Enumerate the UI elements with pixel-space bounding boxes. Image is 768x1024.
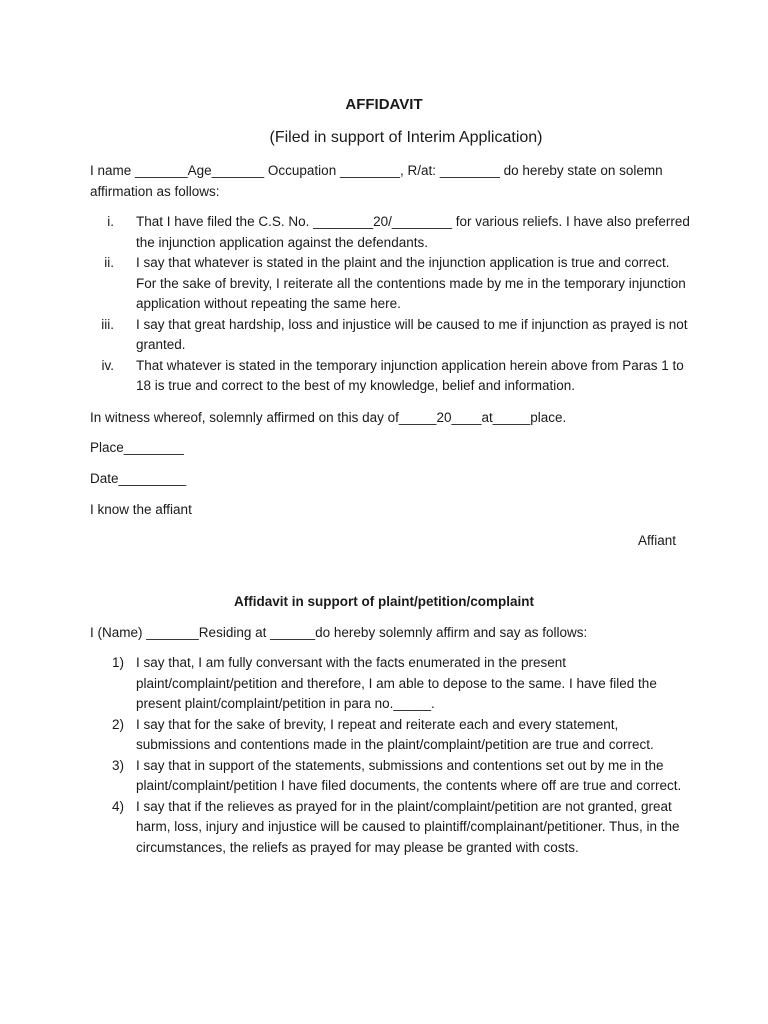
list-item	[90, 797, 690, 859]
witness-line: In witness whereof, solemnly affirmed on this day of_____20____at_____place.	[90, 410, 567, 425]
list-item-text: I say that in support of the statements, submissions and contentions set out by me in the plaint/complaint/petition I have filed documents, the contents where off are true and correct.	[136, 757, 682, 793]
list-item-text: I say that whatever is stated in the plaint and the injunction application is true and correct. For the sake of brevity, I reiterate all the contentions made by me in the temporary injunction application without repeating the same here.	[136, 255, 686, 311]
list-item-text: That whatever is stated in the temporary injunction application herein above from Paras 1 to 18 is true and correct to the best of my knowledge, belief and information.	[136, 357, 684, 393]
list-item	[90, 756, 690, 797]
list-marker: 4)	[111, 798, 124, 814]
affiant-signature-label: Affiant	[637, 533, 676, 548]
list-marker: i.	[107, 214, 114, 229]
list-item-text: I say that if the relieves as prayed for in the plaint/complaint/petition are not granted, great harm, loss, injury and injustice will be caused to plaintiff/complainant/petitioner. Thus, in the circumstances, the reliefs as prayed for may please be granted with costs.	[136, 798, 680, 855]
list-item-text: That I have filed the C.S. No. ________20/________ for various reliefs. I have also preferred the injunction application against the defendants.	[136, 214, 690, 250]
affidavit-title: AFFIDAVIT	[345, 96, 423, 113]
list-item	[90, 253, 690, 315]
affidavit-subtitle: (Filed in support of Interim Application)	[269, 129, 543, 146]
list-item	[90, 356, 690, 397]
date-line: Date_________	[90, 471, 187, 486]
plaint-affidavit-intro: I (Name) _______Residing at ______do hereby solemnly affirm and say as follows:	[90, 625, 588, 640]
list-marker: iii.	[101, 316, 114, 332]
list-item-text: I say that great hardship, loss and injustice will be caused to me if injunction as prayed is not granted.	[136, 316, 688, 352]
list-item	[90, 653, 690, 715]
affidavit-intro: I name _______Age_______ Occupation ________, R/at: ________ do hereby state on solemn affirmation as follows:	[90, 163, 663, 199]
list-item	[90, 315, 690, 356]
plaint-affidavit-heading: Affidavit in support of plaint/petition/complaint	[234, 594, 534, 609]
list-marker: 1)	[111, 655, 124, 670]
list-marker: iv.	[101, 357, 114, 373]
plaint-affidavit-clauses	[90, 653, 690, 858]
list-marker: 2)	[111, 716, 124, 732]
place-line: Place________	[90, 440, 184, 455]
know-affiant-line: I know the affiant	[90, 502, 192, 517]
list-marker: 3)	[111, 757, 124, 773]
list-item-text: I say that, I am fully conversant with the facts enumerated in the present plaint/complaint/petition and therefore, I am able to depose to the same. I have filed the present plaint/complaint/petition in para no._____.	[136, 655, 657, 711]
list-item-text: I say that for the sake of brevity, I repeat and reiterate each and every statement, submissions and contentions made in the plaint/complaint/petition are true and correct.	[136, 716, 654, 752]
list-item	[90, 715, 690, 756]
list-item	[90, 212, 690, 253]
list-marker: ii.	[104, 255, 114, 270]
affidavit-clauses	[90, 212, 690, 397]
